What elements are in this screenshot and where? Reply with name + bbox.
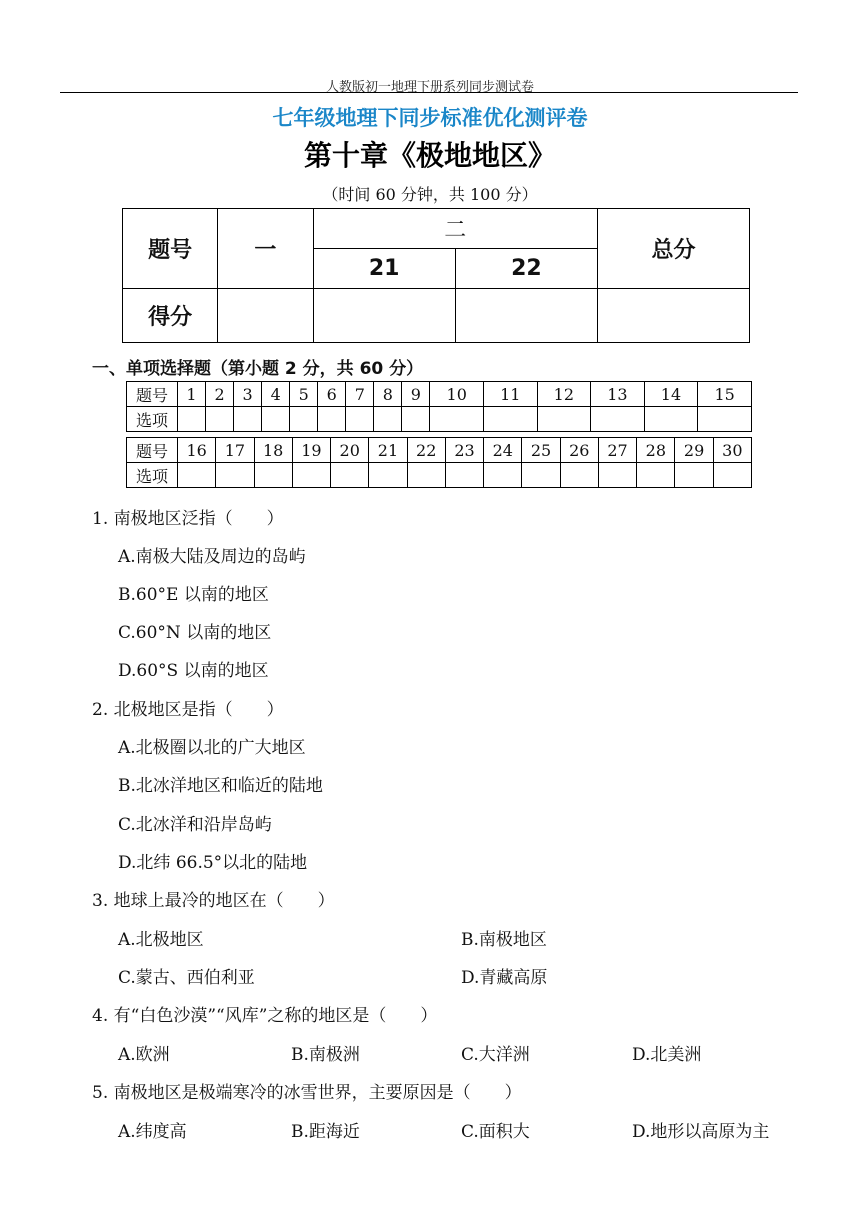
header-rule	[60, 92, 798, 93]
answer-cell[interactable]	[234, 407, 262, 432]
answer-cell[interactable]	[262, 407, 290, 432]
question-number: 14	[644, 382, 698, 407]
answer-option[interactable]: A.欧洲	[118, 1045, 170, 1065]
answer-cell[interactable]	[206, 407, 234, 432]
answer-option[interactable]: D.地形以高原为主	[632, 1122, 770, 1142]
question-number: 25	[522, 438, 560, 463]
question-number: 4	[262, 382, 290, 407]
answer-option[interactable]: C.60°N 以南的地区	[118, 623, 272, 643]
answer-option[interactable]: A.南极大陆及周边的岛屿	[118, 547, 306, 567]
score-table-col-two: 二	[313, 209, 598, 249]
question-number: 10	[430, 382, 484, 407]
question-number: 22	[407, 438, 445, 463]
answer-cell[interactable]	[346, 407, 374, 432]
question-number: 27	[598, 438, 636, 463]
question-number: 17	[216, 438, 254, 463]
answer-cell[interactable]	[698, 407, 752, 432]
answer-cell[interactable]	[430, 407, 484, 432]
score-table-col-one: 一	[218, 209, 313, 289]
answer-grid-question-label: 题号	[127, 438, 178, 463]
score-cell-total[interactable]	[598, 289, 750, 343]
question-stem: 3. 地球上最冷的地区在（ ）	[92, 891, 335, 911]
question-number: 21	[369, 438, 407, 463]
answer-cell[interactable]	[445, 463, 483, 488]
score-table-col-22: 22	[455, 249, 597, 289]
question-number: 8	[374, 382, 402, 407]
answer-cell[interactable]	[369, 463, 407, 488]
answer-cell[interactable]	[178, 463, 216, 488]
question-number: 30	[713, 438, 751, 463]
question-number: 11	[483, 382, 537, 407]
question-number: 26	[560, 438, 598, 463]
question-stem: 1. 南极地区泛指（ ）	[92, 509, 284, 529]
question-number: 16	[178, 438, 216, 463]
score-table-question-label: 题号	[123, 209, 218, 289]
answer-option[interactable]: C.蒙古、西伯利亚	[118, 968, 255, 988]
answer-cell[interactable]	[675, 463, 713, 488]
score-table	[122, 208, 750, 343]
question-number: 1	[178, 382, 206, 407]
answer-cell[interactable]	[254, 463, 292, 488]
answer-cell[interactable]	[591, 407, 645, 432]
answer-cell[interactable]	[178, 407, 206, 432]
answer-option[interactable]: B.距海近	[291, 1122, 360, 1142]
answer-option[interactable]: B.南极地区	[461, 930, 547, 950]
question-number: 24	[484, 438, 522, 463]
question-number: 18	[254, 438, 292, 463]
answer-option[interactable]: D.60°S 以南的地区	[118, 661, 269, 681]
score-cell-22[interactable]	[455, 289, 597, 343]
question-stem: 4. 有“白色沙漠”“风库”之称的地区是（ ）	[92, 1006, 438, 1026]
answer-cell[interactable]	[483, 407, 537, 432]
answer-cell[interactable]	[598, 463, 636, 488]
answer-cell[interactable]	[644, 407, 698, 432]
score-table-total: 总分	[598, 209, 750, 289]
question-number: 29	[675, 438, 713, 463]
answer-grid-2	[126, 437, 752, 488]
score-table-score-label: 得分	[123, 289, 218, 343]
answer-cell[interactable]	[560, 463, 598, 488]
answer-option[interactable]: C.面积大	[461, 1122, 530, 1142]
answer-cell[interactable]	[318, 407, 346, 432]
answer-cell[interactable]	[290, 407, 318, 432]
question-stem: 2. 北极地区是指（ ）	[92, 700, 284, 720]
question-number: 3	[234, 382, 262, 407]
chapter-title: 第十章《极地地区》	[303, 139, 556, 172]
answer-option[interactable]: B.北冰洋地区和临近的陆地	[118, 776, 323, 796]
answer-option[interactable]: A.纬度高	[118, 1122, 187, 1142]
answer-option[interactable]: B.南极洲	[291, 1045, 360, 1065]
answer-cell[interactable]	[522, 463, 560, 488]
answer-cell[interactable]	[216, 463, 254, 488]
section-heading: 一、单项选择题（第小题 2 分，共 60 分）	[92, 359, 424, 379]
answer-option[interactable]: A.北极圈以北的广大地区	[118, 738, 306, 758]
question-number: 12	[537, 382, 591, 407]
series-header: 人教版初一地理下册系列同步测试卷	[325, 80, 534, 95]
question-number: 15	[698, 382, 752, 407]
exam-subtitle: 七年级地理下同步标准优化测评卷	[272, 106, 588, 130]
answer-option[interactable]: D.北美洲	[632, 1045, 702, 1065]
answer-option[interactable]: B.60°E 以南的地区	[118, 585, 269, 605]
question-number: 13	[591, 382, 645, 407]
question-number: 5	[290, 382, 318, 407]
answer-cell[interactable]	[292, 463, 330, 488]
time-note: （时间 60 分钟，共 100 分）	[322, 185, 538, 204]
question-number: 6	[318, 382, 346, 407]
question-number: 7	[346, 382, 374, 407]
answer-cell[interactable]	[537, 407, 591, 432]
score-cell-21[interactable]	[313, 289, 455, 343]
answer-option[interactable]: C.北冰洋和沿岸岛屿	[118, 815, 272, 835]
answer-cell[interactable]	[374, 407, 402, 432]
answer-option[interactable]: D.北纬 66.5°以北的陆地	[118, 853, 308, 873]
answer-grid-answer-label: 选项	[127, 463, 178, 488]
question-stem: 5. 南极地区是极端寒冷的冰雪世界，主要原因是（ ）	[92, 1083, 522, 1103]
score-table-col-21: 21	[313, 249, 455, 289]
answer-cell[interactable]	[407, 463, 445, 488]
answer-cell[interactable]	[484, 463, 522, 488]
score-cell-one[interactable]	[218, 289, 313, 343]
answer-option[interactable]: C.大洋洲	[461, 1045, 530, 1065]
answer-grid-1	[126, 381, 752, 432]
question-number: 20	[331, 438, 369, 463]
question-number: 9	[402, 382, 430, 407]
answer-option[interactable]: D.青藏高原	[461, 968, 548, 988]
answer-cell[interactable]	[402, 407, 430, 432]
question-number: 28	[637, 438, 675, 463]
question-number: 19	[292, 438, 330, 463]
question-number: 23	[445, 438, 483, 463]
answer-cell[interactable]	[713, 463, 751, 488]
answer-grid-answer-label: 选项	[127, 407, 178, 432]
answer-cell[interactable]	[331, 463, 369, 488]
answer-option[interactable]: A.北极地区	[118, 930, 204, 950]
answer-grid-question-label: 题号	[127, 382, 178, 407]
answer-cell[interactable]	[637, 463, 675, 488]
question-number: 2	[206, 382, 234, 407]
